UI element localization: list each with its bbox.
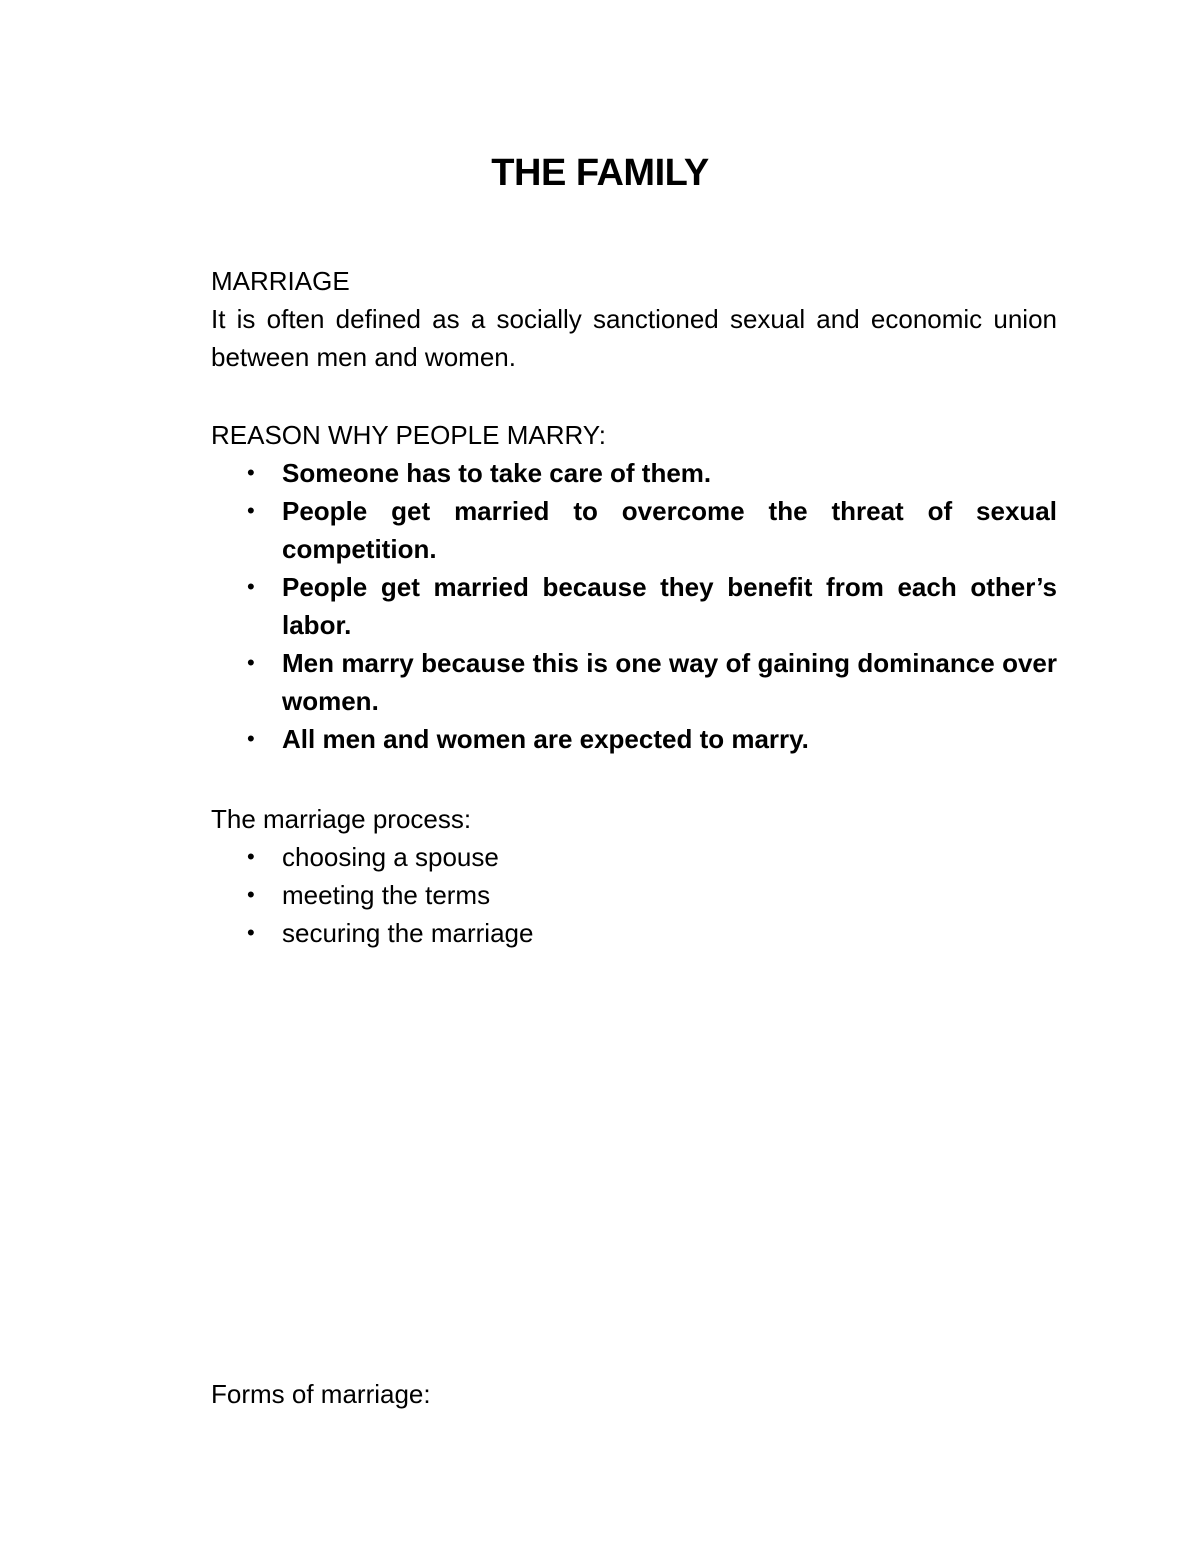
reason-text: Someone has to take care of them.: [282, 458, 712, 488]
reasons-heading: REASON WHY PEOPLE MARRY:: [211, 420, 606, 450]
reason-text: All men and women are expected to marry.: [282, 724, 809, 754]
bullet-icon: •: [247, 726, 255, 751]
reasons-list: [211, 454, 1057, 758]
marriage-definition: It is often defined as a socially sanctioned sexual and economic union between men and women.: [211, 304, 1057, 372]
bullet-icon: •: [247, 498, 255, 523]
list-item: [211, 838, 1057, 876]
reason-text: Men marry because this is one way of gaining dominance over women.: [282, 648, 1057, 716]
process-heading: The marriage process:: [211, 804, 472, 834]
list-item: [211, 914, 1057, 952]
reasons-section: [211, 416, 1057, 758]
bullet-icon: •: [247, 460, 255, 485]
list-item: [211, 720, 1057, 758]
bullet-icon: •: [247, 844, 255, 869]
process-step-text: choosing a spouse: [282, 842, 499, 872]
bullet-icon: •: [247, 650, 255, 675]
process-section: [211, 800, 1057, 952]
list-item: [211, 492, 1057, 568]
marriage-heading: MARRIAGE: [211, 266, 350, 296]
process-list: [211, 838, 1057, 952]
list-item: [211, 568, 1057, 644]
process-step-text: meeting the terms: [282, 880, 491, 910]
bullet-icon: •: [247, 574, 255, 599]
page-title: THE FAMILY: [491, 152, 709, 194]
process-step-text: securing the marriage: [282, 918, 534, 948]
reason-text: People get married to overcome the threat of sexual competition.: [282, 496, 1057, 564]
reason-text: People get married because they benefit from each other’s labor.: [282, 572, 1057, 640]
bullet-icon: •: [247, 882, 255, 907]
forms-heading: Forms of marriage:: [211, 1379, 431, 1409]
list-item: [211, 454, 1057, 492]
forms-section: [211, 1375, 1057, 1413]
bullet-icon: •: [247, 920, 255, 945]
list-item: [211, 876, 1057, 914]
list-item: [211, 644, 1057, 720]
marriage-section: [211, 262, 1057, 376]
